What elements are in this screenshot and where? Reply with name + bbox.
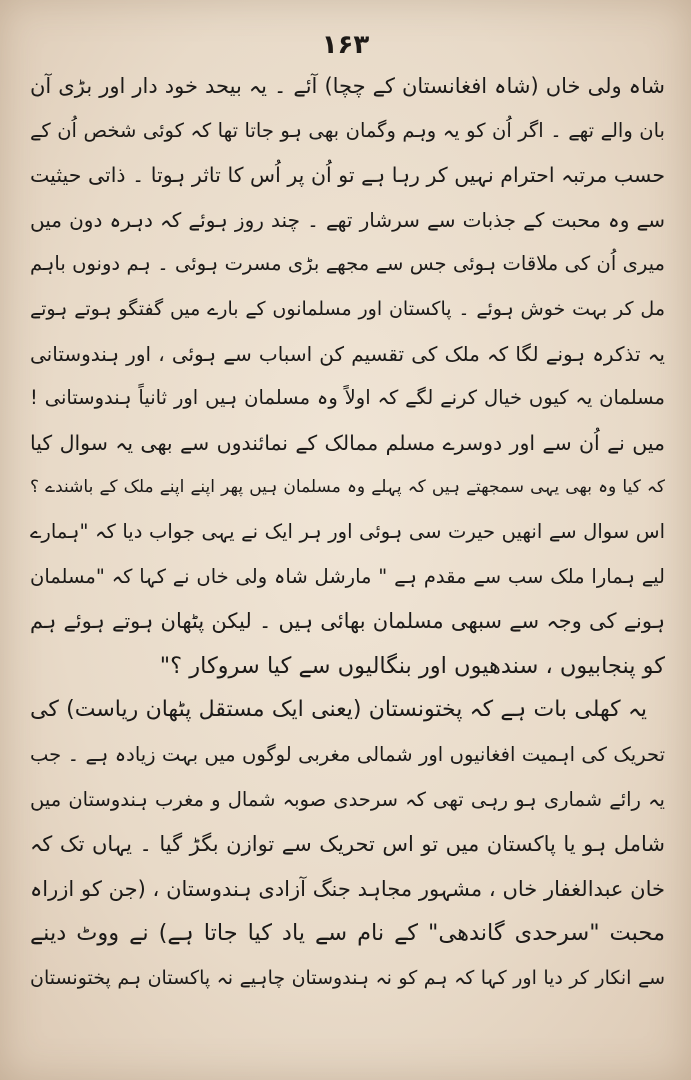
- text-line-5: میری اُن کی ملاقات ہوئی جس سے مجھے بڑی مسرت ہوئی ۔ ہم دونوں باہم: [30, 252, 665, 276]
- text-line-10: کہ کیا وہ بھی یہی سمجھتے ہیں کہ پہلے وہ مسلمان ہیں پھر اپنے اپنے ملک کے باشندے ؟: [30, 477, 665, 498]
- text-line-7: یہ تذکرہ ہونے لگا کہ ملک کی تقسیم کن اسباب سے ہوئی ، اور ہندوستانی: [30, 341, 665, 366]
- page-number: ۱۶۳: [321, 30, 370, 60]
- text-line-9: میں نے اُن سے اور دوسرے مسلم ممالک کے نمائندوں سے بھی یہ سوال کیا: [30, 430, 665, 455]
- text-line-11: اس سوال سے انھیں حیرت سی ہوئی اور ہر ایک نے یہی جواب دیا کہ "ہمارے: [30, 519, 665, 543]
- text-line-21: سے انکار کر دیا اور کہا کہ ہم کو نہ ہندوستان چاہیے نہ پاکستان ہم پختونستان: [30, 966, 665, 989]
- text-line-6: مل کر بہت خوش ہوئے ۔ پاکستان اور مسلمانوں کے بارے میں گفتگو ہوتے ہوتے: [30, 297, 665, 320]
- text-line-15: یہ کھلی بات ہے کہ پختونستان (یعنی ایک مستقل پٹھان ریاست) کی: [30, 697, 647, 723]
- text-line-16: تحریک کی اہمیت افغانیوں اور شمالی مغربی لوگوں میں بہت زیادہ ہے ۔ جب: [30, 742, 665, 766]
- text-line-12: لیے ہمارا ملک سب سے مقدم ہے " مارشل شاہ ولی خاں نے کہا کہ "مسلمان: [30, 564, 665, 588]
- text-line-18: شامل ہو یا پاکستان میں تو اس تحریک سے توازن بگڑ گیا ۔ یہاں تک کہ: [30, 832, 665, 857]
- body-text: [30, 64, 665, 1000]
- text-line-8: مسلمان یہ کیوں خیال کرنے لگے کہ اولاً وہ مسلمان ہیں اور ثانیاً ہندوستانی !: [30, 386, 665, 410]
- text-line-1: شاہ ولی خاں (شاہ افغانستان کے چچا) آئے ۔ یہ بیحد خود دار اور بڑی آن: [30, 74, 665, 98]
- text-line-19: خان عبدالغفار خاں ، مشہور مجاہد جنگ آزادی ہندوستان ، (جن کو ازراہ: [30, 876, 665, 901]
- text-line-4: سے وہ محبت کے جذبات سے سرشار تھے ۔ چند روز ہوئے کہ دہرہ دون میں: [30, 207, 665, 232]
- text-line-3: حسب مرتبہ احترام نہیں کر رہا ہے تو اُن پر اُس کا تاثر ہوتا ۔ ذاتی حیثیت: [30, 163, 665, 188]
- text-line-2: بان والے تھے ۔ اگر اُن کو یہ وہم وگمان بھی ہو جاتا تھا کہ کوئی شخص اُن کے: [30, 118, 665, 142]
- text-line-17: یہ رائے شماری ہو رہی تھی کہ سرحدی صوبہ شمال و مغرب ہندوستان میں: [30, 787, 665, 811]
- text-line-14: کو پنجابیوں ، سندھیوں اور بنگالیوں سے کیا سروکار ؟": [159, 652, 665, 679]
- text-line-20: محبت "سرحدی گاندھی" کے نام سے یاد کیا جاتا ہے) نے ووٹ دینے: [30, 920, 665, 947]
- text-line-13: ہونے کی وجہ سے سبھی مسلمان بھائی ہیں ۔ لیکن پٹھان ہوتے ہوئے ہم: [30, 609, 665, 634]
